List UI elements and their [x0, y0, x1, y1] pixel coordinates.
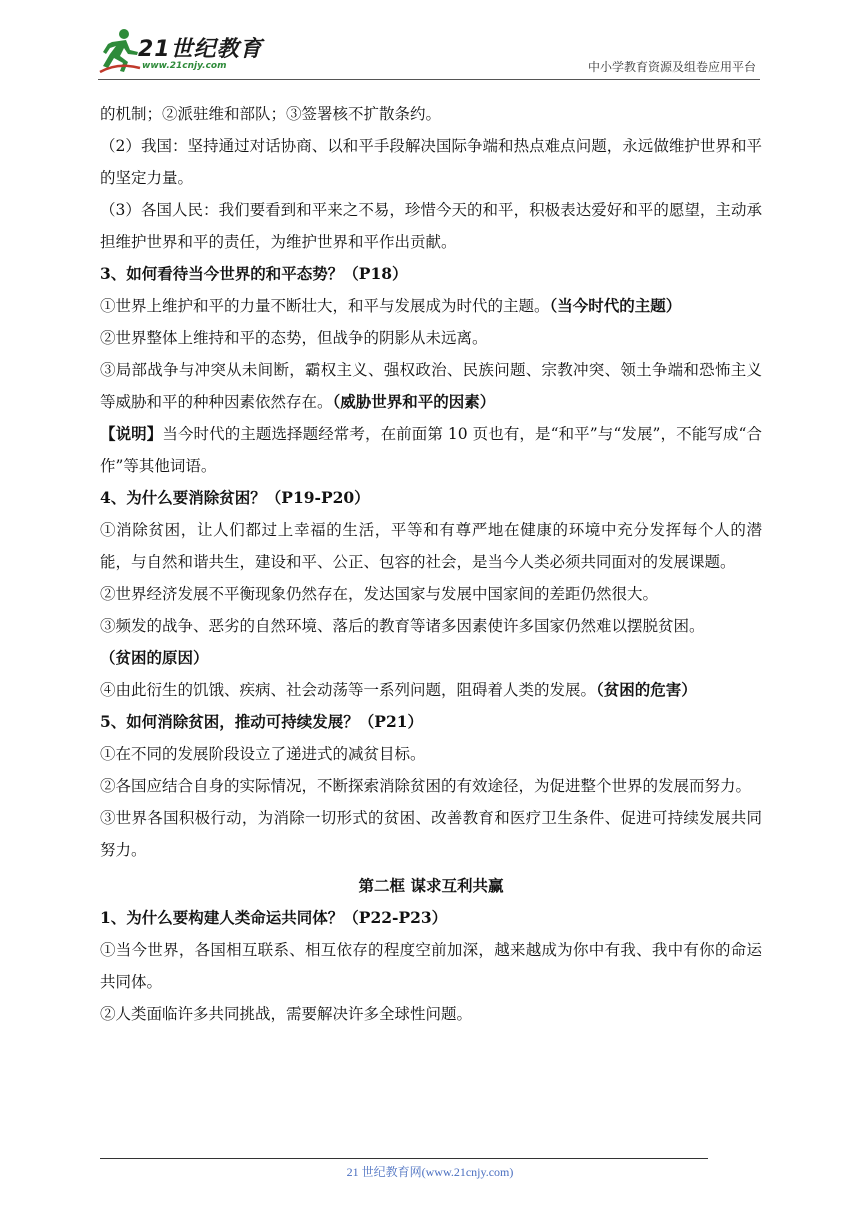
note-paragraph [100, 418, 762, 482]
paragraph-text: ③局部战争与冲突从未间断，霸权主义、强权政治、民族问题、宗教冲突、领土争端和恐怖主义等威胁和平的种种因素依然存在。 [100, 361, 762, 411]
paragraph: ①消除贫困，让人们都过上幸福的生活，平等和有尊严地在健康的环境中充分发挥每个人的潜能，与自然和谐共生，建设和平、公正、包容的社会，是当今人类必须共同面对的发展课题。 [100, 521, 762, 571]
document-body [100, 98, 762, 1030]
question-heading: 3、如何看待当今世界的和平态势？（P18） [100, 264, 408, 283]
paragraph: ②人类面临许多共同挑战，需要解决许多全球性问题。 [100, 1005, 473, 1023]
paragraph-text: ④由此衍生的饥饿、疾病、社会动荡等一系列问题，阻碍着人类的发展。 [100, 681, 597, 699]
page-header [0, 0, 860, 80]
footer-divider [100, 1158, 708, 1159]
header-divider [98, 79, 760, 80]
question-heading: 4、为什么要消除贫困？（P19-P20） [100, 488, 370, 507]
platform-name: 中小学教育资源及组卷应用平台 [587, 60, 756, 74]
paragraph: ①在不同的发展阶段设立了递进式的减贫目标。 [100, 745, 426, 763]
paragraph: （3）各国人民：我们要看到和平来之不易，珍惜今天的和平，积极表达爱好和平的愿望，主动承担维护世界和平的责任，为维护世界和平作出贡献。 [100, 201, 762, 251]
emphasis-tag: （当今时代的主题） [549, 296, 682, 315]
paragraph [100, 674, 762, 706]
emphasis-tag: （贫困的危害） [596, 680, 697, 699]
note-tag: 【说明】 [100, 424, 163, 443]
paragraph: ②世界整体上维持和平的态势，但战争的阴影从未远离。 [100, 329, 488, 347]
paragraph: 的机制；②派驻维和部队；③签署核不扩散条约。 [100, 105, 442, 123]
paragraph: ②世界经济发展不平衡现象仍然存在，发达国家与发展中国家间的差距仍然很大。 [100, 585, 659, 603]
emphasis-tag: （威胁世界和平的因素） [332, 392, 496, 411]
section-title: 第二框 谋求互利共赢 [358, 876, 504, 895]
emphasis-tag: （贫困的原因） [100, 648, 209, 667]
runner-logo-icon [98, 28, 142, 76]
logo-url: www.21cnjy.com [142, 61, 227, 71]
paragraph: （2）我国：坚持通过对话协商、以和平手段解决国际争端和热点难点问题，永远做维护世界和平的坚定力量。 [100, 137, 762, 187]
paragraph: ①当今世界，各国相互联系、相互依存的程度空前加深，越来越成为你中有我、我中有你的命运共同体。 [100, 941, 762, 991]
paragraph-text: ①世界上维护和平的力量不断壮大，和平与发展成为时代的主题。 [100, 297, 550, 315]
question-heading: 5、如何消除贫困，推动可持续发展？（P21） [100, 712, 424, 731]
paragraph: ③频发的战争、恶劣的自然环境、落后的教育等诸多因素使许多国家仍然难以摆脱贫困。 [100, 617, 705, 635]
question-heading: 1、为什么要构建人类命运共同体？（P22-P23） [100, 908, 448, 927]
paragraph: ③世界各国积极行动，为消除一切形式的贫困、改善教育和医疗卫生条件、促进可持续发展共同努力。 [100, 809, 762, 859]
footer-text: 21 世纪教育网(www.21cnjy.com) [346, 1165, 514, 1179]
logo [98, 28, 278, 78]
paragraph [100, 354, 762, 418]
paragraph [100, 290, 762, 322]
paragraph: ②各国应结合自身的实际情况，不断探索消除贫困的有效途径，为促进整个世界的发展而努力。 [100, 777, 752, 795]
logo-text: 21世纪教育 [138, 37, 263, 62]
paragraph-text: 当今时代的主题选择题经常考，在前面第 10 页也有，是“和平”与“发展”，不能写成“合作”等其他词语。 [100, 425, 762, 475]
